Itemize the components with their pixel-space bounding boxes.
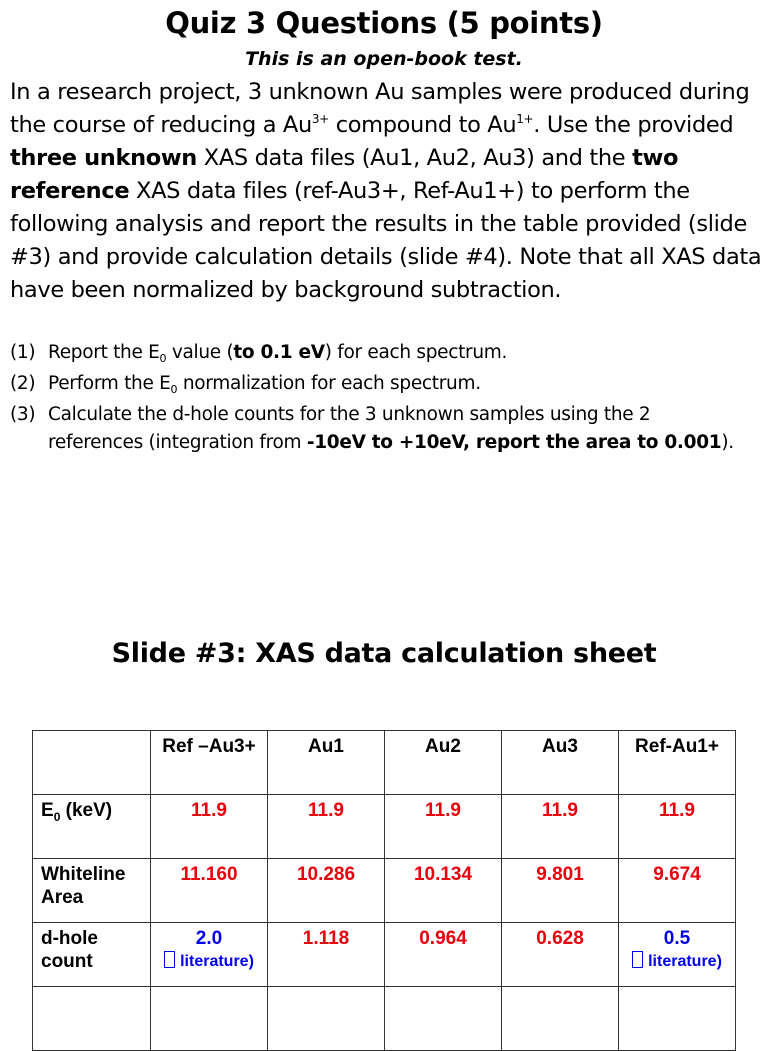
intro-bold: three unknown bbox=[10, 145, 197, 171]
table-cell: 11.9 bbox=[268, 795, 385, 859]
literature-note bbox=[155, 950, 263, 973]
task-text: ) for each spectrum. bbox=[324, 342, 508, 363]
charge-superscript: 3+ bbox=[311, 112, 329, 126]
task-text: value ( bbox=[166, 342, 234, 363]
table-row bbox=[33, 859, 736, 923]
table-cell bbox=[268, 987, 385, 1051]
table-corner-cell bbox=[33, 731, 151, 795]
subscript: 0 bbox=[170, 383, 178, 396]
table-cell: 11.9 bbox=[151, 795, 268, 859]
table-cell: 10.286 bbox=[268, 859, 385, 923]
task-text: Perform the E bbox=[48, 373, 171, 394]
cell-value: 2.0 bbox=[195, 928, 223, 949]
missing-glyph-icon bbox=[164, 951, 175, 968]
intro-bold: two reference bbox=[10, 145, 679, 204]
table-cell: 11.9 bbox=[385, 795, 502, 859]
intro-text: XAS data files (Au1, Au2, Au3) and the bbox=[196, 145, 633, 171]
column-header: Au3 bbox=[502, 731, 619, 795]
note-text: literature) bbox=[180, 953, 254, 970]
charge-superscript: 1+ bbox=[516, 112, 534, 126]
table-cell bbox=[619, 987, 736, 1051]
intro-text: In a research project, 3 unknown Au samples were produced during the course of reducing a Au bbox=[10, 79, 750, 138]
task-text: Calculate the d-hole counts for the 3 unknown samples using the 2 bbox=[48, 404, 651, 425]
table-cell: 9.674 bbox=[619, 859, 736, 923]
task-number: (3) bbox=[10, 404, 36, 425]
slide-title: Slide #3: XAS data calculation sheet bbox=[111, 638, 657, 669]
task-text: references (integration from bbox=[48, 432, 307, 453]
intro-text: . Use the provided bbox=[533, 112, 734, 138]
table-cell: 11.9 bbox=[502, 795, 619, 859]
task-number: (1) bbox=[10, 342, 36, 363]
table-cell: 0.964 bbox=[385, 923, 502, 987]
table-cell: 0.628 bbox=[502, 923, 619, 987]
table-cell bbox=[619, 923, 736, 987]
column-header: Ref –Au3+ bbox=[151, 731, 268, 795]
literature-note bbox=[623, 950, 731, 973]
column-header: Ref-Au1+ bbox=[619, 731, 736, 795]
table-cell bbox=[151, 987, 268, 1051]
task-text: normalization for each spectrum. bbox=[177, 373, 481, 394]
table-cell: 11.160 bbox=[151, 859, 268, 923]
table-cell: 1.118 bbox=[268, 923, 385, 987]
table-row bbox=[33, 795, 736, 859]
task-text: Report the E bbox=[48, 342, 160, 363]
intro-text: compound to Au bbox=[328, 112, 517, 138]
table-cell bbox=[502, 987, 619, 1051]
intro-paragraph bbox=[10, 76, 762, 307]
task-bold: -10eV to +10eV, report the area to 0.001 bbox=[306, 432, 722, 453]
task-list bbox=[10, 337, 762, 456]
task-text: ). bbox=[721, 432, 734, 453]
column-header: Au2 bbox=[385, 731, 502, 795]
missing-glyph-icon bbox=[632, 951, 643, 968]
table-cell: 11.9 bbox=[619, 795, 736, 859]
row-label: d-hole count bbox=[33, 923, 151, 987]
task-item bbox=[10, 368, 762, 399]
intro-text: XAS data files (ref-Au3+, Ref-Au1+) to perform the following analysis and report the results in the table provided (slide #3) and provide calculation details (slide #4). Note that all XAS data have been normalized by background subtraction. bbox=[10, 178, 762, 303]
table-cell bbox=[385, 987, 502, 1051]
note-text: literature) bbox=[648, 953, 722, 970]
row-label-text: E bbox=[41, 800, 54, 821]
task-item bbox=[10, 337, 762, 368]
table-cell bbox=[33, 987, 151, 1051]
table-header-row bbox=[33, 731, 736, 795]
task-bold: to 0.1 eV bbox=[233, 342, 325, 363]
task-item bbox=[10, 399, 762, 456]
table-row-empty bbox=[33, 987, 736, 1051]
row-label: Whiteline Area bbox=[33, 859, 151, 923]
task-number: (2) bbox=[10, 373, 36, 394]
cell-value: 0.5 bbox=[663, 928, 691, 949]
table-cell: 10.134 bbox=[385, 859, 502, 923]
calculation-table bbox=[32, 730, 736, 1051]
row-label-text: (keV) bbox=[60, 800, 113, 821]
table-cell: 9.801 bbox=[502, 859, 619, 923]
quiz-subtitle: This is an open-book test. bbox=[245, 48, 523, 70]
table-cell bbox=[151, 923, 268, 987]
column-header: Au1 bbox=[268, 731, 385, 795]
subscript: 0 bbox=[53, 810, 61, 824]
row-label bbox=[33, 795, 151, 859]
subscript: 0 bbox=[159, 352, 167, 365]
table-row bbox=[33, 923, 736, 987]
quiz-title: Quiz 3 Questions (5 points) bbox=[165, 6, 603, 40]
